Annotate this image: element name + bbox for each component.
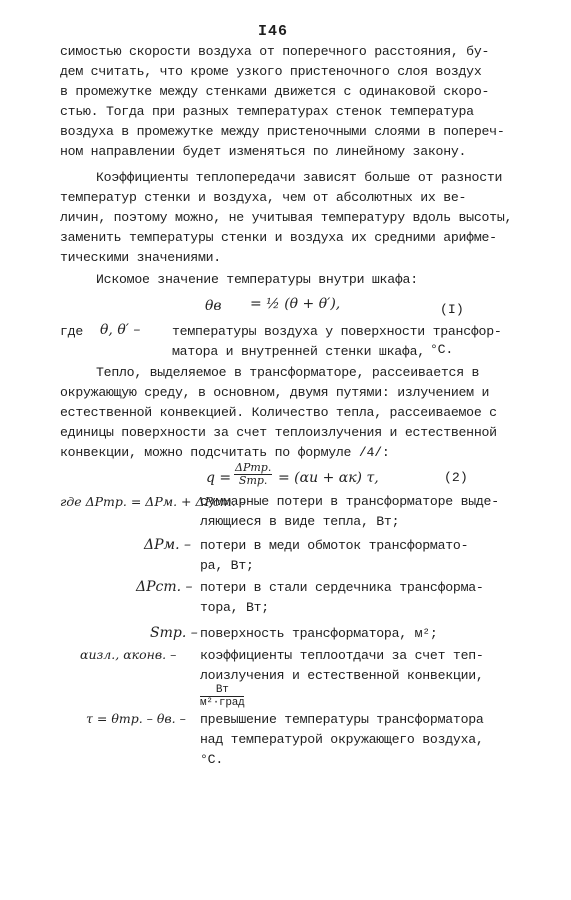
text-line: температуры воздуха у поверхности трансфор- — [172, 324, 502, 339]
text-line: в промежутке между стенками движется с одинаковой скоро- — [60, 84, 490, 99]
text-line: поверхность трансформатора, м²; — [200, 626, 438, 641]
text-line: матора и внутренней стенки шкафа, — [172, 344, 425, 359]
unit-bot: м²·град — [200, 697, 245, 709]
text-line: Искомое значение температуры внутри шкафа: — [96, 272, 418, 287]
eq2-rhs: = (αи + αк) τ, — [278, 470, 379, 486]
text-line: ляющиеся в виде тепла, Вт; — [200, 514, 400, 529]
where-label: где — [60, 324, 83, 339]
eq2-frac-bot: Sтр. — [238, 474, 268, 487]
text-line: Тепло, выделяемое в трансформаторе, рассеивается в — [96, 365, 480, 380]
where1-symbols: θ, θ′ – — [100, 322, 141, 338]
unit-celsius: °С. — [430, 342, 453, 357]
text-line: симостью скорости воздуха от поперечного расстояния, бу- — [60, 44, 490, 59]
text-line: тора, Вт; — [200, 600, 269, 615]
text-line: конвекции, можно подсчитать по формуле /4/: — [60, 445, 390, 460]
eq2-number: (2) — [444, 470, 468, 485]
text-line: над температурой окружающего воздуха, — [200, 732, 484, 747]
text-line: коэффициенты теплоотдачи за счет теп- — [200, 648, 484, 663]
text-line: ном направлении будет изменяться по линейному закону. — [60, 144, 467, 159]
text-line: температур стенки и воздуха, чем от абсолютных их ве- — [60, 190, 467, 205]
text-line: превышение температуры трансформатора — [200, 712, 484, 727]
text-line: воздуха в промежутке между пристеночными слоями в попереч- — [60, 124, 505, 139]
text-line: потери в меди обмоток трансформато- — [200, 538, 469, 553]
def-symbol: Sтр. – — [150, 625, 198, 641]
def-symbol: τ = θтр. – θв. – — [86, 711, 186, 726]
text-line: суммарные потери в трансформаторе выде- — [200, 494, 499, 509]
eq2-lhs: q = — [206, 470, 232, 486]
text-line: естественной конвекцией. Количество тепла, рассеиваемое с — [60, 405, 497, 420]
text-line: дем считать, что кроме узкого пристеночного слоя воздух — [60, 64, 482, 79]
eq2-fraction — [234, 462, 272, 487]
unit-fraction — [200, 684, 244, 709]
text-line: потери в стали сердечника трансформа- — [200, 580, 484, 595]
text-line: °С. — [200, 752, 223, 767]
page-number: I46 — [258, 23, 289, 40]
def-symbol: αизл., αконв. – — [80, 647, 177, 662]
text-line: Коэффициенты теплопередачи зависят больше от разности — [96, 170, 503, 185]
text-line: единицы поверхности за счет теплоизлучения и естественной — [60, 425, 497, 440]
text-line: лоизлучения и естественной конвекции, — [200, 668, 484, 683]
text-line: окружающую среду, в основном, двумя путями: излучением и — [60, 385, 490, 400]
def-symbol: ΔPм. – — [144, 537, 192, 553]
text-line: заменить температуры стенки и воздуха их средними арифме- — [60, 230, 497, 245]
text-line: личин, поэтому можно, не учитывая температуру вдоль высоты, — [60, 210, 513, 225]
text-line: ра, Вт; — [200, 558, 254, 573]
eq1-number: (I) — [440, 302, 464, 317]
eq2-frac-top: ΔPтр. — [235, 461, 272, 474]
text-line: стью. Тогда при разных температурах стенок температура — [60, 104, 474, 119]
unit-top: Вт — [200, 684, 244, 697]
eq1-lhs: θв — [205, 298, 222, 314]
def-symbol: ΔPст. – — [136, 579, 193, 595]
text-line: тическими значениями. — [60, 250, 221, 265]
def-symbol: где ΔPтр. = ΔPм. + ΔPст. – — [60, 494, 246, 509]
eq1-rhs: = ½ (θ + θ′), — [250, 296, 341, 312]
